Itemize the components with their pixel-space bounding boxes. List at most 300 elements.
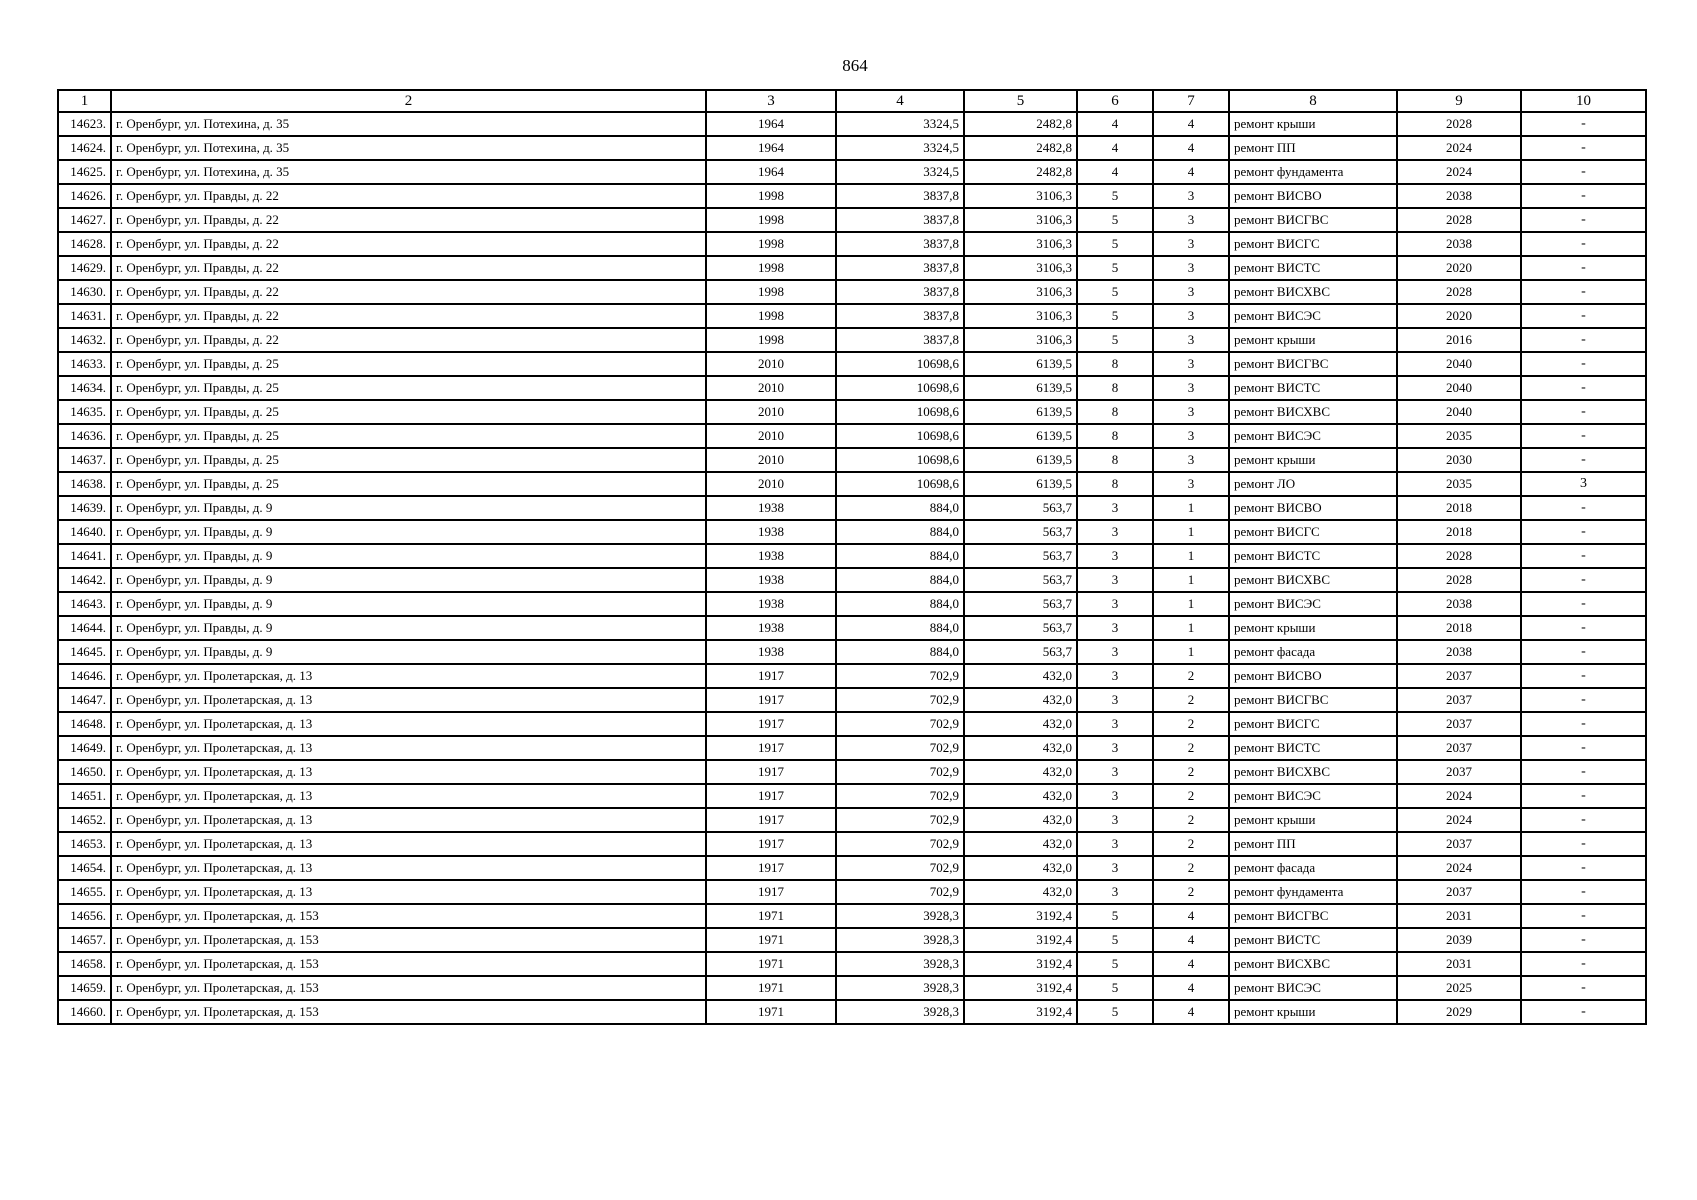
- row-number: 14626.: [58, 184, 111, 208]
- floors-cell: 5: [1077, 304, 1153, 328]
- planned-year-cell: 2024: [1397, 160, 1521, 184]
- total-area-cell: 884,0: [836, 496, 964, 520]
- extra-cell: -: [1521, 352, 1646, 376]
- extra-cell: -: [1521, 616, 1646, 640]
- address-cell: г. Оренбург, ул. Пролетарская, д. 13: [111, 688, 706, 712]
- year-cell: 1938: [706, 496, 836, 520]
- living-area-cell: 6139,5: [964, 400, 1077, 424]
- extra-cell: -: [1521, 184, 1646, 208]
- floors-cell: 3: [1077, 544, 1153, 568]
- year-cell: 1938: [706, 616, 836, 640]
- address-cell: г. Оренбург, ул. Правды, д. 22: [111, 208, 706, 232]
- extra-cell: -: [1521, 328, 1646, 352]
- address-cell: г. Оренбург, ул. Пролетарская, д. 13: [111, 880, 706, 904]
- column-header: 6: [1077, 90, 1153, 112]
- row-number: 14629.: [58, 256, 111, 280]
- living-area-cell: 2482,8: [964, 136, 1077, 160]
- planned-year-cell: 2029: [1397, 1000, 1521, 1024]
- address-cell: г. Оренбург, ул. Правды, д. 25: [111, 376, 706, 400]
- floors-cell: 5: [1077, 328, 1153, 352]
- work-type-cell: ремонт ВИСХВС: [1229, 760, 1397, 784]
- entrances-cell: 4: [1153, 136, 1229, 160]
- year-cell: 1938: [706, 520, 836, 544]
- table-row: [58, 400, 1646, 424]
- table-row: [58, 328, 1646, 352]
- planned-year-cell: 2028: [1397, 208, 1521, 232]
- total-area-cell: 3837,8: [836, 208, 964, 232]
- work-type-cell: ремонт ВИСГС: [1229, 232, 1397, 256]
- total-area-cell: 702,9: [836, 832, 964, 856]
- total-area-cell: 3837,8: [836, 232, 964, 256]
- table-row: [58, 376, 1646, 400]
- extra-cell: -: [1521, 232, 1646, 256]
- column-header: 9: [1397, 90, 1521, 112]
- year-cell: 1917: [706, 760, 836, 784]
- table-row: [58, 280, 1646, 304]
- row-number: 14633.: [58, 352, 111, 376]
- row-number: 14651.: [58, 784, 111, 808]
- planned-year-cell: 2038: [1397, 184, 1521, 208]
- extra-cell: -: [1521, 400, 1646, 424]
- floors-cell: 4: [1077, 136, 1153, 160]
- planned-year-cell: 2037: [1397, 664, 1521, 688]
- entrances-cell: 2: [1153, 664, 1229, 688]
- year-cell: 1998: [706, 232, 836, 256]
- work-type-cell: ремонт ВИСТС: [1229, 736, 1397, 760]
- row-number: 14648.: [58, 712, 111, 736]
- living-area-cell: 432,0: [964, 784, 1077, 808]
- work-type-cell: ремонт крыши: [1229, 448, 1397, 472]
- floors-cell: 4: [1077, 160, 1153, 184]
- planned-year-cell: 2030: [1397, 448, 1521, 472]
- living-area-cell: 432,0: [964, 856, 1077, 880]
- work-type-cell: ремонт ВИСТС: [1229, 544, 1397, 568]
- year-cell: 1917: [706, 736, 836, 760]
- planned-year-cell: 2035: [1397, 424, 1521, 448]
- row-number: 14654.: [58, 856, 111, 880]
- address-cell: г. Оренбург, ул. Пролетарская, д. 13: [111, 712, 706, 736]
- floors-cell: 5: [1077, 928, 1153, 952]
- extra-cell: -: [1521, 256, 1646, 280]
- floors-cell: 3: [1077, 664, 1153, 688]
- work-type-cell: ремонт ВИСВО: [1229, 496, 1397, 520]
- address-cell: г. Оренбург, ул. Правды, д. 9: [111, 496, 706, 520]
- address-cell: г. Оренбург, ул. Правды, д. 22: [111, 328, 706, 352]
- extra-cell: -: [1521, 280, 1646, 304]
- entrances-cell: 3: [1153, 184, 1229, 208]
- total-area-cell: 3928,3: [836, 928, 964, 952]
- total-area-cell: 884,0: [836, 520, 964, 544]
- entrances-cell: 3: [1153, 304, 1229, 328]
- year-cell: 1964: [706, 160, 836, 184]
- entrances-cell: 4: [1153, 952, 1229, 976]
- living-area-cell: 563,7: [964, 496, 1077, 520]
- work-type-cell: ремонт ВИСЭС: [1229, 592, 1397, 616]
- extra-cell: -: [1521, 904, 1646, 928]
- living-area-cell: 432,0: [964, 808, 1077, 832]
- page-number: 864: [842, 56, 868, 75]
- extra-cell: -: [1521, 880, 1646, 904]
- entrances-cell: 4: [1153, 976, 1229, 1000]
- address-cell: г. Оренбург, ул. Потехина, д. 35: [111, 136, 706, 160]
- entrances-cell: 3: [1153, 424, 1229, 448]
- entrances-cell: 2: [1153, 712, 1229, 736]
- address-cell: г. Оренбург, ул. Пролетарская, д. 13: [111, 808, 706, 832]
- entrances-cell: 1: [1153, 568, 1229, 592]
- floors-cell: 3: [1077, 736, 1153, 760]
- living-area-cell: 563,7: [964, 616, 1077, 640]
- floors-cell: 5: [1077, 280, 1153, 304]
- address-cell: г. Оренбург, ул. Правды, д. 9: [111, 616, 706, 640]
- year-cell: 1938: [706, 544, 836, 568]
- column-header: 2: [111, 90, 706, 112]
- year-cell: 1998: [706, 208, 836, 232]
- table-row: [58, 856, 1646, 880]
- row-number: 14649.: [58, 736, 111, 760]
- address-cell: г. Оренбург, ул. Правды, д. 9: [111, 520, 706, 544]
- planned-year-cell: 2020: [1397, 256, 1521, 280]
- planned-year-cell: 2018: [1397, 496, 1521, 520]
- address-cell: г. Оренбург, ул. Правды, д. 22: [111, 280, 706, 304]
- total-area-cell: 702,9: [836, 688, 964, 712]
- floors-cell: 8: [1077, 376, 1153, 400]
- total-area-cell: 3324,5: [836, 136, 964, 160]
- extra-cell: -: [1521, 688, 1646, 712]
- living-area-cell: 432,0: [964, 712, 1077, 736]
- extra-cell: -: [1521, 520, 1646, 544]
- address-cell: г. Оренбург, ул. Пролетарская, д. 13: [111, 760, 706, 784]
- planned-year-cell: 2037: [1397, 880, 1521, 904]
- extra-cell: -: [1521, 304, 1646, 328]
- planned-year-cell: 2016: [1397, 328, 1521, 352]
- table-row: [58, 712, 1646, 736]
- work-type-cell: ремонт ВИСЭС: [1229, 304, 1397, 328]
- work-type-cell: ремонт ПП: [1229, 136, 1397, 160]
- row-number: 14647.: [58, 688, 111, 712]
- year-cell: 2010: [706, 472, 836, 496]
- address-cell: г. Оренбург, ул. Потехина, д. 35: [111, 160, 706, 184]
- entrances-cell: 2: [1153, 832, 1229, 856]
- row-number: 14646.: [58, 664, 111, 688]
- work-type-cell: ремонт ВИСЭС: [1229, 976, 1397, 1000]
- table-row: [58, 160, 1646, 184]
- planned-year-cell: 2028: [1397, 544, 1521, 568]
- total-area-cell: 702,9: [836, 856, 964, 880]
- work-type-cell: ремонт ВИСХВС: [1229, 952, 1397, 976]
- row-number: 14660.: [58, 1000, 111, 1024]
- total-area-cell: 10698,6: [836, 472, 964, 496]
- planned-year-cell: 2039: [1397, 928, 1521, 952]
- living-area-cell: 3106,3: [964, 184, 1077, 208]
- work-type-cell: ремонт ВИСВО: [1229, 184, 1397, 208]
- table-row: [58, 184, 1646, 208]
- extra-cell: -: [1521, 136, 1646, 160]
- year-cell: 1971: [706, 928, 836, 952]
- year-cell: 1971: [706, 952, 836, 976]
- entrances-cell: 4: [1153, 112, 1229, 136]
- floors-cell: 5: [1077, 232, 1153, 256]
- year-cell: 1998: [706, 256, 836, 280]
- year-cell: 1964: [706, 136, 836, 160]
- total-area-cell: 10698,6: [836, 352, 964, 376]
- living-area-cell: 563,7: [964, 520, 1077, 544]
- entrances-cell: 3: [1153, 400, 1229, 424]
- table-row: [58, 664, 1646, 688]
- total-area-cell: 10698,6: [836, 424, 964, 448]
- work-type-cell: ремонт ВИСГВС: [1229, 904, 1397, 928]
- floors-cell: 3: [1077, 592, 1153, 616]
- extra-cell: -: [1521, 376, 1646, 400]
- row-number: 14641.: [58, 544, 111, 568]
- row-number: 14623.: [58, 112, 111, 136]
- entrances-cell: 1: [1153, 520, 1229, 544]
- year-cell: 1998: [706, 328, 836, 352]
- row-number: 14634.: [58, 376, 111, 400]
- extra-cell: -: [1521, 160, 1646, 184]
- work-type-cell: ремонт ПП: [1229, 832, 1397, 856]
- table-row: [58, 736, 1646, 760]
- row-number: 14658.: [58, 952, 111, 976]
- table-row: [58, 784, 1646, 808]
- year-cell: 1938: [706, 568, 836, 592]
- column-header: 7: [1153, 90, 1229, 112]
- floors-cell: 5: [1077, 1000, 1153, 1024]
- row-number: 14642.: [58, 568, 111, 592]
- extra-cell: -: [1521, 1000, 1646, 1024]
- row-number: 14650.: [58, 760, 111, 784]
- address-cell: г. Оренбург, ул. Правды, д. 25: [111, 448, 706, 472]
- table-row: [58, 640, 1646, 664]
- address-cell: г. Оренбург, ул. Пролетарская, д. 153: [111, 1000, 706, 1024]
- extra-cell: -: [1521, 808, 1646, 832]
- work-type-cell: ремонт ВИСГС: [1229, 712, 1397, 736]
- table-row: [58, 616, 1646, 640]
- row-number: 14652.: [58, 808, 111, 832]
- total-area-cell: 884,0: [836, 616, 964, 640]
- row-number: 14644.: [58, 616, 111, 640]
- row-number: 14627.: [58, 208, 111, 232]
- planned-year-cell: 2038: [1397, 232, 1521, 256]
- total-area-cell: 10698,6: [836, 400, 964, 424]
- address-cell: г. Оренбург, ул. Правды, д. 25: [111, 424, 706, 448]
- planned-year-cell: 2028: [1397, 280, 1521, 304]
- work-type-cell: ремонт фундамента: [1229, 160, 1397, 184]
- year-cell: 1917: [706, 712, 836, 736]
- row-number: 14628.: [58, 232, 111, 256]
- floors-cell: 5: [1077, 256, 1153, 280]
- extra-cell: -: [1521, 952, 1646, 976]
- year-cell: 1917: [706, 688, 836, 712]
- work-type-cell: ремонт ВИСХВС: [1229, 568, 1397, 592]
- extra-cell: -: [1521, 448, 1646, 472]
- living-area-cell: 3192,4: [964, 928, 1077, 952]
- living-area-cell: 6139,5: [964, 352, 1077, 376]
- year-cell: 1917: [706, 664, 836, 688]
- row-number: 14657.: [58, 928, 111, 952]
- extra-cell: -: [1521, 496, 1646, 520]
- entrances-cell: 2: [1153, 736, 1229, 760]
- work-type-cell: ремонт фундамента: [1229, 880, 1397, 904]
- row-number: 14656.: [58, 904, 111, 928]
- extra-cell: 3: [1521, 472, 1646, 496]
- entrances-cell: 3: [1153, 280, 1229, 304]
- floors-cell: 5: [1077, 952, 1153, 976]
- living-area-cell: 563,7: [964, 640, 1077, 664]
- planned-year-cell: 2028: [1397, 568, 1521, 592]
- entrances-cell: 1: [1153, 616, 1229, 640]
- floors-cell: 8: [1077, 448, 1153, 472]
- living-area-cell: 563,7: [964, 544, 1077, 568]
- planned-year-cell: 2040: [1397, 352, 1521, 376]
- planned-year-cell: 2037: [1397, 712, 1521, 736]
- living-area-cell: 432,0: [964, 832, 1077, 856]
- work-type-cell: ремонт ВИСТС: [1229, 256, 1397, 280]
- floors-cell: 5: [1077, 184, 1153, 208]
- floors-cell: 3: [1077, 640, 1153, 664]
- entrances-cell: 2: [1153, 808, 1229, 832]
- row-number: 14643.: [58, 592, 111, 616]
- address-cell: г. Оренбург, ул. Пролетарская, д. 153: [111, 976, 706, 1000]
- year-cell: 1938: [706, 640, 836, 664]
- work-type-cell: ремонт ВИСЭС: [1229, 784, 1397, 808]
- living-area-cell: 3192,4: [964, 976, 1077, 1000]
- table-row: [58, 448, 1646, 472]
- row-number: 14631.: [58, 304, 111, 328]
- living-area-cell: 6139,5: [964, 376, 1077, 400]
- floors-cell: 8: [1077, 400, 1153, 424]
- table-row: [58, 928, 1646, 952]
- table-row: [58, 1000, 1646, 1024]
- work-type-cell: ремонт крыши: [1229, 616, 1397, 640]
- address-cell: г. Оренбург, ул. Пролетарская, д. 13: [111, 832, 706, 856]
- address-cell: г. Оренбург, ул. Потехина, д. 35: [111, 112, 706, 136]
- year-cell: 2010: [706, 400, 836, 424]
- living-area-cell: 6139,5: [964, 472, 1077, 496]
- table-row: [58, 520, 1646, 544]
- planned-year-cell: 2037: [1397, 736, 1521, 760]
- total-area-cell: 702,9: [836, 712, 964, 736]
- floors-cell: 3: [1077, 832, 1153, 856]
- work-type-cell: ремонт фасада: [1229, 640, 1397, 664]
- year-cell: 1998: [706, 184, 836, 208]
- planned-year-cell: 2024: [1397, 784, 1521, 808]
- living-area-cell: 3106,3: [964, 208, 1077, 232]
- year-cell: 1971: [706, 976, 836, 1000]
- table-row: [58, 544, 1646, 568]
- address-cell: г. Оренбург, ул. Правды, д. 22: [111, 304, 706, 328]
- row-number: 14635.: [58, 400, 111, 424]
- floors-cell: 3: [1077, 880, 1153, 904]
- extra-cell: -: [1521, 856, 1646, 880]
- planned-year-cell: 2025: [1397, 976, 1521, 1000]
- floors-cell: 3: [1077, 688, 1153, 712]
- total-area-cell: 3324,5: [836, 112, 964, 136]
- entrances-cell: 1: [1153, 592, 1229, 616]
- address-cell: г. Оренбург, ул. Правды, д. 22: [111, 232, 706, 256]
- column-header: 10: [1521, 90, 1646, 112]
- total-area-cell: 884,0: [836, 592, 964, 616]
- row-number: 14655.: [58, 880, 111, 904]
- extra-cell: -: [1521, 832, 1646, 856]
- total-area-cell: 3928,3: [836, 904, 964, 928]
- column-header: 5: [964, 90, 1077, 112]
- living-area-cell: 3106,3: [964, 256, 1077, 280]
- extra-cell: -: [1521, 760, 1646, 784]
- work-type-cell: ремонт ВИСГВС: [1229, 208, 1397, 232]
- planned-year-cell: 2020: [1397, 304, 1521, 328]
- living-area-cell: 2482,8: [964, 112, 1077, 136]
- row-number: 14624.: [58, 136, 111, 160]
- row-number: 14659.: [58, 976, 111, 1000]
- total-area-cell: 3928,3: [836, 976, 964, 1000]
- floors-cell: 8: [1077, 424, 1153, 448]
- total-area-cell: 702,9: [836, 664, 964, 688]
- work-type-cell: ремонт крыши: [1229, 1000, 1397, 1024]
- address-cell: г. Оренбург, ул. Пролетарская, д. 153: [111, 904, 706, 928]
- address-cell: г. Оренбург, ул. Правды, д. 9: [111, 592, 706, 616]
- row-number: 14653.: [58, 832, 111, 856]
- total-area-cell: 702,9: [836, 736, 964, 760]
- entrances-cell: 1: [1153, 496, 1229, 520]
- total-area-cell: 3837,8: [836, 280, 964, 304]
- work-type-cell: ремонт ЛО: [1229, 472, 1397, 496]
- table-row: [58, 880, 1646, 904]
- planned-year-cell: 2024: [1397, 856, 1521, 880]
- entrances-cell: 3: [1153, 376, 1229, 400]
- entrances-cell: 2: [1153, 880, 1229, 904]
- total-area-cell: 702,9: [836, 880, 964, 904]
- floors-cell: 3: [1077, 808, 1153, 832]
- work-type-cell: ремонт ВИСХВС: [1229, 400, 1397, 424]
- total-area-cell: 10698,6: [836, 448, 964, 472]
- floors-cell: 3: [1077, 712, 1153, 736]
- extra-cell: -: [1521, 784, 1646, 808]
- living-area-cell: 563,7: [964, 592, 1077, 616]
- planned-year-cell: 2018: [1397, 616, 1521, 640]
- work-type-cell: ремонт ВИСХВС: [1229, 280, 1397, 304]
- total-area-cell: 3324,5: [836, 160, 964, 184]
- year-cell: 1917: [706, 880, 836, 904]
- planned-year-cell: 2018: [1397, 520, 1521, 544]
- extra-cell: -: [1521, 928, 1646, 952]
- address-cell: г. Оренбург, ул. Пролетарская, д. 13: [111, 664, 706, 688]
- total-area-cell: 3928,3: [836, 952, 964, 976]
- table-row: [58, 688, 1646, 712]
- work-type-cell: ремонт ВИСТС: [1229, 376, 1397, 400]
- entrances-cell: 3: [1153, 328, 1229, 352]
- planned-year-cell: 2040: [1397, 376, 1521, 400]
- column-header: 8: [1229, 90, 1397, 112]
- work-type-cell: ремонт ВИСГС: [1229, 520, 1397, 544]
- extra-cell: -: [1521, 712, 1646, 736]
- total-area-cell: 702,9: [836, 784, 964, 808]
- living-area-cell: 3106,3: [964, 328, 1077, 352]
- total-area-cell: 3837,8: [836, 256, 964, 280]
- entrances-cell: 1: [1153, 640, 1229, 664]
- address-cell: г. Оренбург, ул. Правды, д. 9: [111, 640, 706, 664]
- address-cell: г. Оренбург, ул. Правды, д. 25: [111, 400, 706, 424]
- address-cell: г. Оренбург, ул. Правды, д. 9: [111, 544, 706, 568]
- year-cell: 1998: [706, 280, 836, 304]
- column-header: 1: [58, 90, 111, 112]
- table-row: [58, 472, 1646, 496]
- column-header: 3: [706, 90, 836, 112]
- living-area-cell: 3192,4: [964, 904, 1077, 928]
- living-area-cell: 2482,8: [964, 160, 1077, 184]
- floors-cell: 5: [1077, 904, 1153, 928]
- planned-year-cell: 2024: [1397, 136, 1521, 160]
- entrances-cell: 2: [1153, 856, 1229, 880]
